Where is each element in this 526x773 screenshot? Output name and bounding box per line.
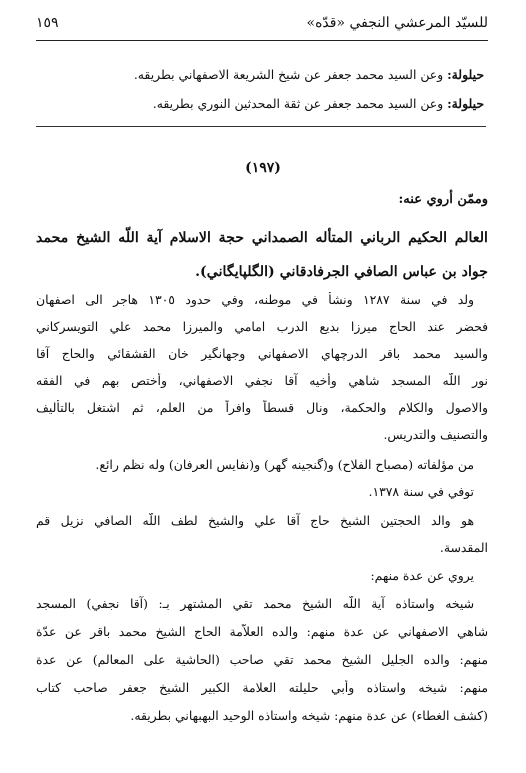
body-line: من مؤلفاته (مصباح الفلاح) و(گنجينه گهر) و(نفايس العرفان) وله نظم رائع. <box>95 457 474 472</box>
running-title: للسيّد المرعشي النجفي «قدّه» <box>306 15 488 31</box>
body-line: منهم: والده الجليل الشيخ محمد تقي صاحب (الحاشية على المعالم) عن عدة <box>36 652 488 667</box>
body-line: هو والد الحجتين الشيخ حاج آقا علي والشيخ لطف اللّه الصافي نزيل قم <box>36 513 474 528</box>
body-line: والتصنيف والتدريس. <box>383 427 488 442</box>
body-line: المقدسة. <box>439 540 488 555</box>
body-line: ولد في سنة ١٢٨٧ ونشأ في موطنه، وفي حدود ١٣٠٥ هاجر الى اصفهان <box>36 292 474 307</box>
note-text: وعن السيد محمد جعفر عن ثقة المحدثين النوري بطريقه. <box>152 96 448 111</box>
entry-number: (١٩٧) <box>245 160 281 176</box>
body-line: شيخه واستاذه آية اللّه الشيخ محمد تقي المشتهر بـ: (آقا نجفي) المسجد <box>36 596 474 611</box>
header-rule <box>36 40 488 41</box>
body-line: فحضر عند الحاج ميرزا بديع الدرب امامي والميرزا محمد علي التويسركاني <box>36 319 488 334</box>
note-label: حيلولة: <box>447 96 484 111</box>
page-number: ١٥٩ <box>36 15 59 31</box>
body-line: منهم: شيخه واستاذه وأبي حليلته العلامة الكبير الشيخ جعفر صاحب كتاب <box>36 680 488 695</box>
entry-heading-line: جواد بن عباس الصافي الجرفادقاني (الگلپايگاني). <box>195 264 488 280</box>
body-line: والاصول والكلام والحكمة، ونال قسطاً وافراً من العلم، ثم اشتغل بالتأليف <box>36 400 488 415</box>
note-line <box>36 93 484 115</box>
page-header <box>36 12 488 34</box>
note-line <box>36 64 484 86</box>
note-text: وعن السيد محمد جعفر عن شيخ الشريعة الاصفهاني بطريقه. <box>133 67 448 82</box>
section-rule <box>36 126 486 127</box>
body-line: (كشف الغطاء) عن عدة منهم: شيخه واستاذه الوحيد البهبهاني بطريقه. <box>130 708 488 723</box>
body-line: يروي عن عدة منهم: <box>370 568 474 583</box>
body-line: شاهي الاصفهاني عن عدة منهم: والده العلاّمة الحاج الشيخ محمد باقر عن عدّة <box>36 624 488 639</box>
entry-heading-line: العالم الحكيم الرباني المتأله الصمداني حجة الاسلام آية اللّه الشيخ محمد <box>36 230 488 246</box>
note-label: حيلولة: <box>447 67 484 82</box>
body-line: توفي في سنة ١٣٧٨. <box>368 484 474 499</box>
body-line: نور اللّه المسجد شاهي وأخيه آقا نجفي الاصفهاني، وأختص بهم في الفقه <box>36 373 488 388</box>
entry-intro: وممّن أروي عنه: <box>398 192 488 207</box>
body-line: والسيد محمد باقر الدرچهاي الاصفهاني وجهانگير خان القشقائي والحاج آقا <box>36 346 488 361</box>
